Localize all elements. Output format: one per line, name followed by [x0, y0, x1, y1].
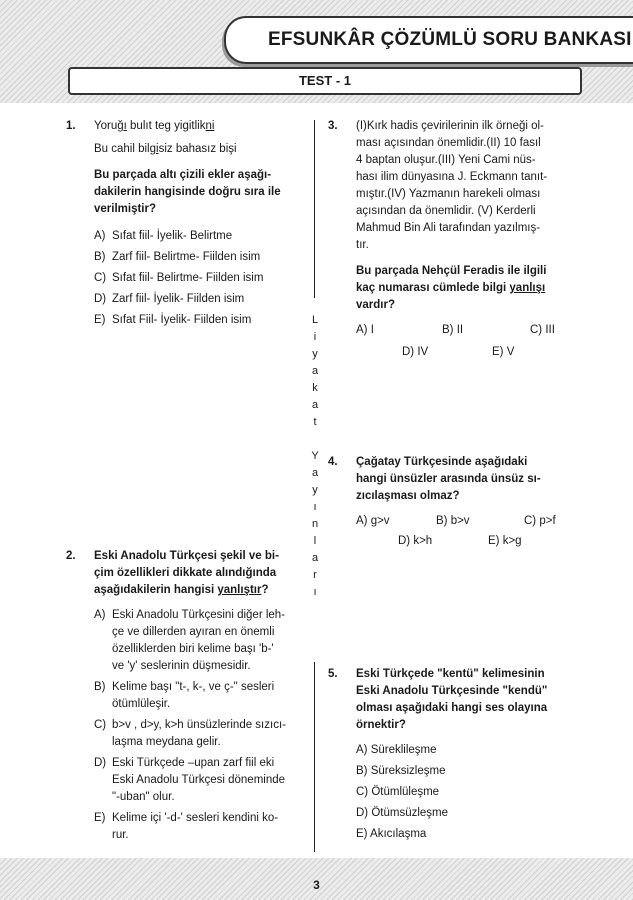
q1-line-1: Yoruğı bulıt teg yigitlikni	[94, 120, 215, 132]
question-stem: Çağatay Türkçesinde aşağıdaki hangi ünsüzler arasında ünsüz sı- zıcılaşması olmaz?	[356, 456, 541, 502]
question-stem: Eski Türkçede "kentü" kelimesinin Eski Anadolu Türkçesinde "kendü" olması aşağıdaki hangi ses olayına örnektir?	[356, 668, 548, 731]
option-d[interactable]: D) Ötümsüzleşme	[356, 807, 449, 819]
option-d[interactable]: D) Zarf fiil- İyelik- Fiilden isim	[94, 293, 245, 305]
option-c[interactable]: C) p>f	[524, 515, 556, 527]
answer-options-row-2	[356, 344, 564, 364]
question-stem: Eski Anadolu Türkçesi şekil ve bi- çim özellikleri dikkate alındığında aşağıdakilerin hangisi yanlıştır?	[94, 550, 279, 596]
option-a[interactable]: A) I	[356, 324, 374, 336]
book-title-banner	[224, 16, 633, 64]
question-number: 3.	[328, 120, 338, 132]
passage: (I)Kırk hadis çevirilerinin ilk örneği ol- ması açısından önemlidir.(II) 10 fasıl 4 baptan oluşur.(III) Yeni Cami nüs- hası ilim dünyasına J. Eckmann tanıt- mıştır.(IV) Yazmanın harekeli olması açısından da önemlidir. (V) Kerderli Mahmud Bin Ali tarafından yazılmış- tır.	[356, 120, 548, 251]
answer-options-row-2	[356, 533, 564, 553]
option-b[interactable]: B) Süreksizleşme	[356, 765, 446, 777]
book-title: EFSUNKÂR ÇÖZÜMLÜ SORU BANKASI	[268, 29, 632, 50]
question-stem: Bu parçada Nehçül Feradis ile ilgili kaç numarası cümlede bilgi yanlışı vardır?	[356, 265, 547, 311]
option-d[interactable]: D) k>h	[398, 535, 433, 547]
question-1	[66, 118, 302, 329]
answer-options	[94, 607, 302, 844]
question-number: 5.	[328, 668, 338, 680]
answer-options	[94, 228, 302, 329]
option-e[interactable]: E) k>g	[488, 535, 522, 547]
option-a[interactable]: A) Sıfat fiil- İyelik- Belirtme	[94, 230, 233, 242]
column-divider-bottom	[314, 662, 315, 852]
question-3	[328, 118, 564, 364]
answer-options-row-1	[356, 322, 564, 342]
question-4	[328, 454, 564, 553]
question-2	[66, 548, 302, 844]
option-c[interactable]: C) III	[530, 324, 555, 336]
option-d[interactable]: D) IV	[402, 346, 429, 358]
option-c[interactable]: C) b>v , d>y, k>h ünsüzlerinde sızıcı- laşma meydana gelir.	[94, 719, 286, 748]
question-stem: Bu parçada altı çizili ekler aşağı- dakilerin hangisinde doğru sıra ile verilmiştir?	[94, 169, 281, 215]
option-b[interactable]: B) Zarf fiil- Belirtme- Fiilden isim	[94, 251, 261, 263]
page-number: 3	[313, 878, 320, 892]
publisher-vertical-text: L i y a k a t Y a y ı n l a r ı	[311, 314, 319, 598]
test-label: TEST - 1	[68, 67, 582, 95]
answer-options-row-1	[356, 513, 564, 533]
option-e[interactable]: E) Sıfat Fiil- İyelik- Fiilden isim	[94, 314, 252, 326]
option-e[interactable]: E) V	[492, 346, 515, 358]
option-d[interactable]: D) Eski Türkçede –upan zarf fiil eki Eski Anadolu Türkçesi döneminde "-uban" olur.	[94, 757, 286, 803]
answer-options	[356, 742, 564, 843]
question-number: 4.	[328, 456, 338, 468]
question-number: 1.	[66, 120, 76, 132]
option-a[interactable]: A) Süreklileşme	[356, 744, 437, 756]
question-number: 2.	[66, 550, 76, 562]
option-b[interactable]: B) II	[442, 324, 464, 336]
column-divider-top	[314, 120, 315, 298]
q1-line-2: Bu cahil bilgisiz bahasız bişi	[94, 143, 237, 155]
option-b[interactable]: B) Kelime başı "t-, k-, ve ç-" sesleri ötümlüleşir.	[94, 681, 275, 710]
option-c[interactable]: C) Ötümlüleşme	[356, 786, 440, 798]
option-a[interactable]: A) g>v	[356, 515, 390, 527]
option-e[interactable]: E) Kelime içi '-d-' sesleri kendini ko- rur.	[94, 812, 279, 841]
question-5	[328, 666, 564, 843]
option-a[interactable]: A) Eski Anadolu Türkçesini diğer leh- çe ve dillerden ayıran en önemli özelliklerden biri kelime başı 'b-' ve 'y' seslerinin düşmesidir.	[94, 609, 286, 672]
option-c[interactable]: C) Sıfat fiil- Belirtme- Fiilden isim	[94, 272, 264, 284]
option-b[interactable]: B) b>v	[436, 515, 470, 527]
option-e[interactable]: E) Akıcılaşma	[356, 828, 427, 840]
